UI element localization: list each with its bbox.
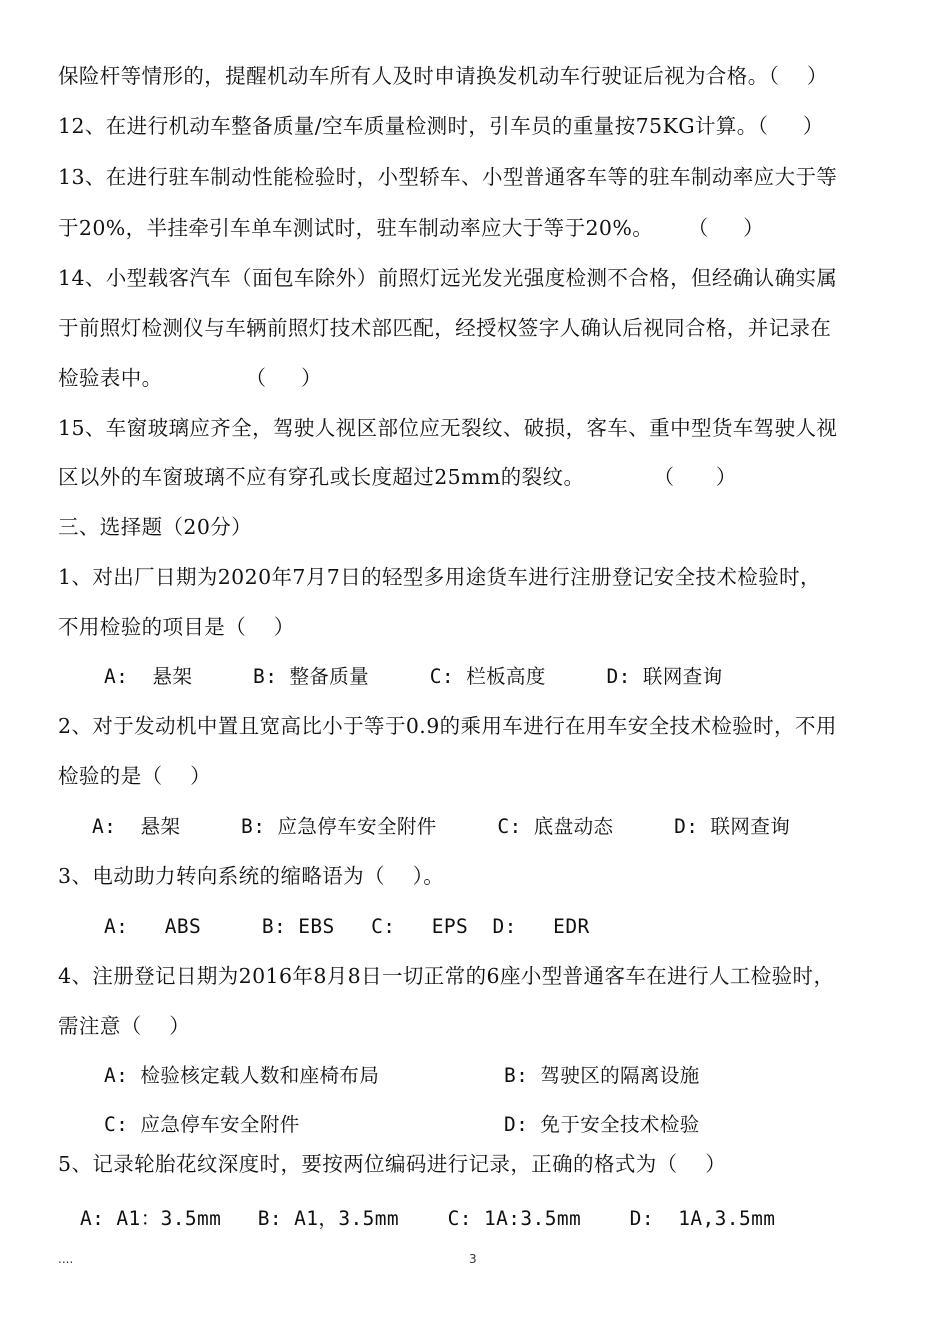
choice-2-line-1: 2、对于发动机中置且宽高比小于等于0.9的乘用车进行在用车安全技术检验时，不用 (58, 714, 837, 738)
section-heading-choice: 三、选择题（20分） (58, 515, 253, 539)
choice-4-option-a: A: 检验核定载人数和座椅布局 (104, 1064, 380, 1087)
choice-1-options: A: 悬架 B: 整备质量 C: 栏板高度 D: 联网查询 (104, 665, 723, 688)
choice-5-options: A: A1：3.5mm B: A1，3.5mm C: 1A:3.5mm D: 1A,3.5mm (80, 1207, 776, 1230)
question-15-line-1: 15、车窗玻璃应齐全，驾驶人视区部位应无裂纹、破损，客车、重中型货车驾驶人视 (58, 416, 838, 440)
text-line-1: 保险杆等情形的，提醒机动车所有人及时申请换发机动车行驶证后视为合格。（ ） (58, 64, 828, 88)
question-14-line-3: 检验表中。 （ ） (58, 366, 322, 390)
question-15-line-2: 区以外的车窗玻璃不应有穿孔或长度超过25mm的裂纹。 （ ） (58, 465, 737, 489)
choice-4-line-2: 需注意（ ） (58, 1014, 191, 1038)
choice-4-option-b: B: 驾驶区的隔离设施 (504, 1064, 700, 1087)
question-14-line-2: 于前照灯检测仪与车辆前照灯技术部匹配，经授权签字人确认后视同合格，并记录在 (58, 316, 832, 340)
question-14-line-1: 14、小型载客汽车（面包车除外）前照灯远光发光强度检测不合格，但经确认确实属 (58, 266, 838, 290)
choice-2-line-2: 检验的是（ ） (58, 764, 212, 788)
question-13-line-2: 于20%，半挂牵引车单车测试时，驻车制动率应大于等于20%。 （ ） (58, 216, 765, 240)
question-13-line-1: 13、在进行驻车制动性能检验时，小型轿车、小型普通客车等的驻车制动率应大于等 (58, 165, 838, 189)
choice-3-options: A: ABS B: EBS C: EPS D: EDR (104, 915, 590, 938)
choice-3-question: 3、电动助力转向系统的缩略语为（ ）。 (58, 864, 445, 888)
choice-4-option-d: D: 免于安全技术检验 (504, 1113, 700, 1136)
choice-4-line-1: 4、注册登记日期为2016年8月8日一切正常的6座小型普通客车在进行人工检验时， (58, 964, 835, 988)
choice-4-option-c: C: 应急停车安全附件 (104, 1113, 300, 1136)
question-12: 12、在进行机动车整备质量/空车质量检测时，引车员的重量按75KG计算。（ ） (58, 114, 824, 138)
choice-1-line-2: 不用检验的项目是（ ） (58, 615, 295, 639)
choice-2-options: A: 悬架 B: 应急停车安全附件 C: 底盘动态 D: 联网查询 (92, 815, 791, 838)
footer-mark: .... (58, 1252, 74, 1266)
choice-1-line-1: 1、对出厂日期为2020年7月7日的轻型多用途货车进行注册登记安全技术检验时， (58, 565, 821, 589)
page-number: 3 (469, 1252, 477, 1266)
choice-5-question: 5、记录轮胎花纹深度时，要按两位编码进行记录，正确的格式为（ ） (58, 1152, 727, 1176)
